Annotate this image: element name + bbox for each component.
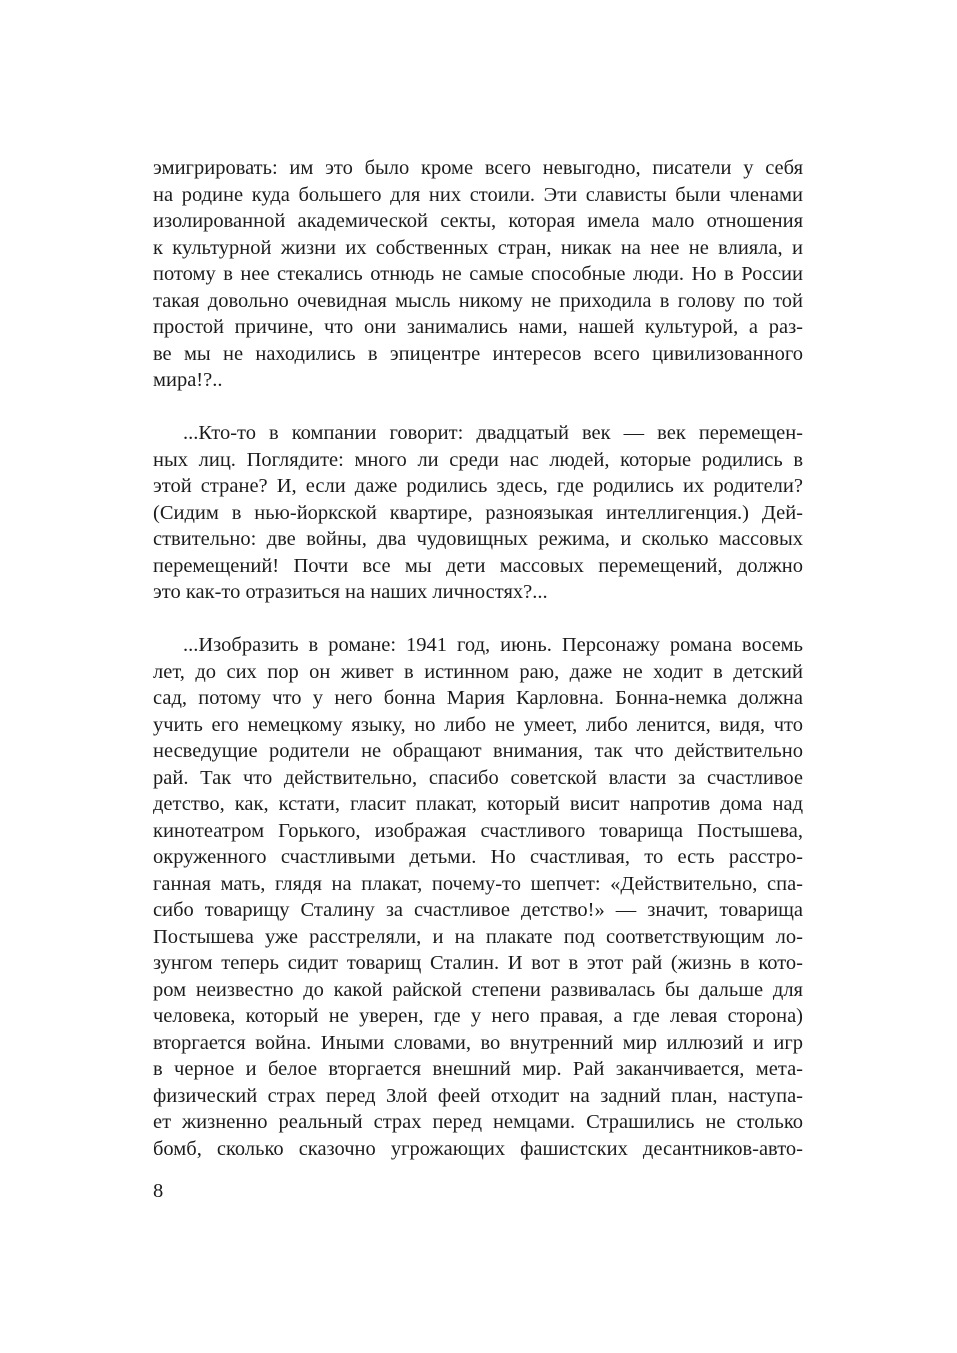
text-line: в черное и белое вторгается внешний мир. Рай заканчивается, мета- [153, 1058, 803, 1080]
text-line: ...Кто-то в компании говорит: двадцатый век — век перемещен- [183, 422, 803, 444]
text-line: физический страх перед Злой феей отходит на задний план, наступа- [153, 1084, 803, 1107]
text-line: сад, потому что у него бонна Мария Карловна. Бонна-немка должна [153, 687, 803, 709]
text-line: такая довольно очевидная мысль никому не приходила в голову по той [153, 289, 803, 312]
text-line: к культурной жизни их собственных стран, никак на нее не влияла, и [153, 236, 803, 259]
text-line: потому в нее стекались отнюдь не самые способные люди. Но в России [153, 263, 803, 285]
text-line: простой причине, что они занимались нами, нашей культурой, а раз- [153, 316, 803, 338]
text-line: ет жизненно реальный страх перед немцами. Страшились не столько [153, 1111, 803, 1133]
text-line: рай. Так что действительно, спасибо советской власти за счастливое [153, 766, 803, 789]
paragraph-1 [153, 155, 803, 394]
text-line: перемещений! Почти все мы дети массовых перемещений, должно [153, 554, 803, 577]
text-line: ных лиц. Поглядите: много ли среди нас людей, которые родились в [153, 448, 803, 471]
text-line: эмигрировать: им это было кроме всего невыгодно, писатели у себя [153, 157, 803, 179]
text-line: Постышева уже расстреляли, и на плакате под соответствующим ло- [153, 925, 803, 948]
paragraph-2 [153, 420, 803, 606]
page-number: 8 [153, 1180, 164, 1202]
text-line: это как-то отразиться на наших личностях?... [153, 581, 548, 603]
text-line: кинотеатром Горького, изображая счастливого товарища Постышева, [153, 819, 803, 842]
text-line: изолированной академической секты, которая имела мало отношения [153, 210, 803, 232]
text-line: учить его немецкому языку, но либо не умеет, либо ленится, видя, что [153, 713, 803, 736]
text-line: человека, который не уверен, где у него правая, а где левая сторона) [153, 1005, 803, 1027]
paragraph-spacer [153, 606, 803, 633]
text-line: этой стране? И, если даже родились здесь, где родились их родители? [153, 475, 803, 497]
text-line: на родине куда большего для них стоили. Эти слависты были членами [153, 183, 803, 206]
text-line: зунгом теперь сидит товарищ Сталин. И вот в этот рай (жизнь в кото- [153, 952, 803, 974]
text-line: ганная мать, глядя на плакат, почему-то шепчет: «Действительно, спа- [153, 872, 803, 895]
text-line: ствительно: две войны, два чудовищных режима, и сколько массовых [153, 528, 803, 550]
text-line: бомб, сколько сказочно угрожающих фашистских десантников-авто- [153, 1137, 803, 1160]
text-line: несведущие родители не обращают внимания, так что действительно [153, 740, 803, 762]
text-line: вторгается война. Иными словами, во внутренний мир иллюзий и игр [153, 1031, 803, 1054]
text-line: окруженного счастливыми детьми. Но счастливая, то есть расстро- [153, 846, 803, 868]
text-line: лет, до сих пор он живет в истинном раю, даже не ходит в детский [153, 660, 803, 683]
body-text [153, 155, 803, 1162]
text-line: ве мы не находились в эпицентре интересов всего цивилизованного [153, 342, 803, 365]
text-line: мира!?.. [153, 369, 223, 391]
text-line: детство, как, кстати, гласит плакат, который висит напротив дома над [153, 793, 803, 815]
text-line: ром неизвестно до какой райской степени развивалась бы дальше для [153, 978, 803, 1001]
paragraph-3 [153, 632, 803, 1162]
text-line: (Сидим в нью-йоркской квартире, разноязыкая интеллигенция.) Дей- [153, 501, 803, 524]
text-line: ...Изобразить в романе: 1941 год, июнь. Персонажу романа восемь [183, 634, 803, 656]
paragraph-spacer [153, 394, 803, 421]
text-line: сибо товарищу Сталину за счастливое детство!» — значит, товарища [153, 899, 803, 921]
